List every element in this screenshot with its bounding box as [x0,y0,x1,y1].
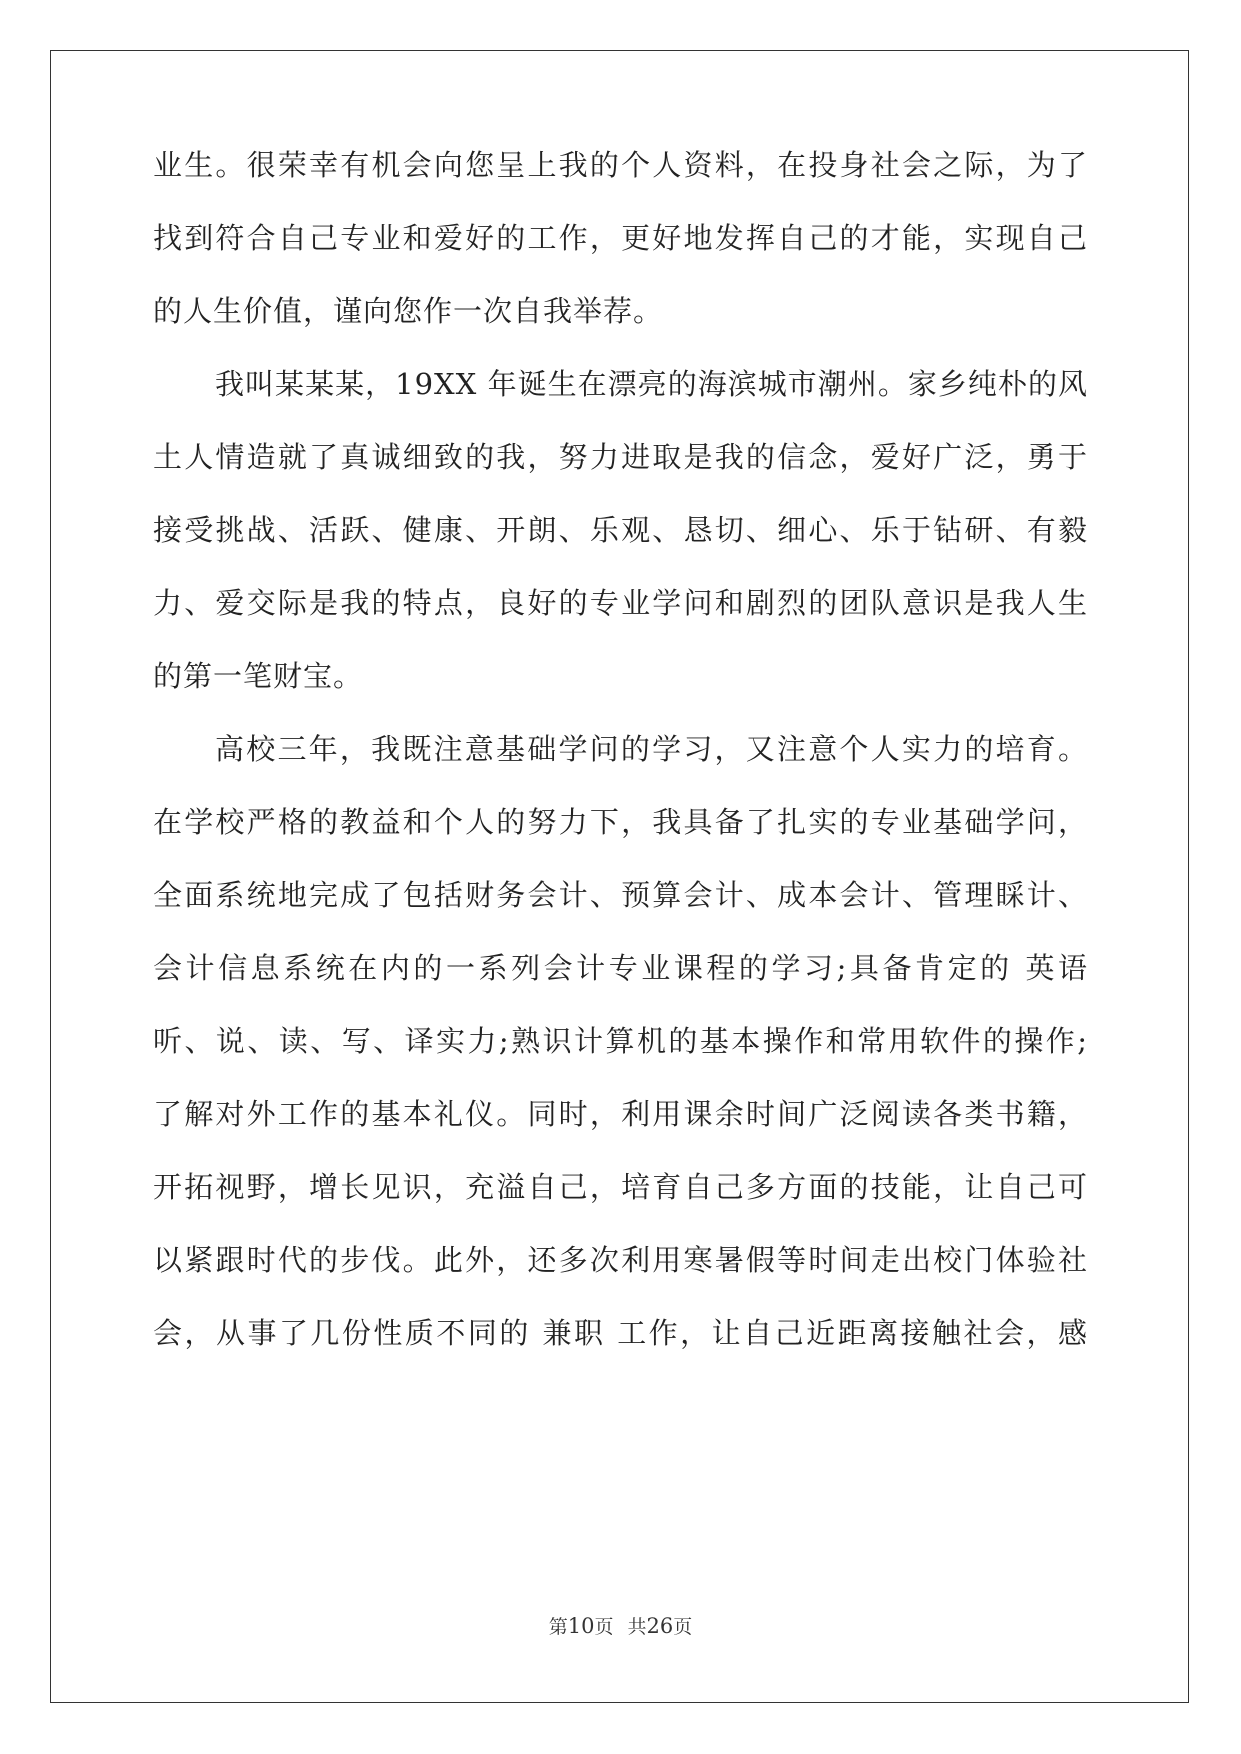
text-line: 力、爱交际是我的特点，良好的专业学问和剧烈的团队意识是我人生 [153,586,1088,620]
page-prefix: 第 [548,1616,568,1638]
text-line: 土人情造就了真诚细致的我，努力进取是我的信念，爱好广泛，勇于 [153,440,1088,474]
total-suffix: 页 [673,1616,693,1638]
page-footer [0,1612,1241,1639]
text-line: 听、说、读、写、译实力;熟识计算机的基本操作和常用软件的操作; [153,1024,1088,1058]
text-line: 的第一笔财宝。 [153,659,364,693]
text-line: 业生。很荣幸有机会向您呈上我的个人资料，在投身社会之际，为了 [153,148,1088,182]
page-label: 页 [594,1616,614,1638]
text-line: 高校三年，我既注意基础学问的学习，又注意个人实力的培育。 [215,732,1088,766]
text-line: 的人生价值，谨向您作一次自我举荐。 [153,294,664,328]
text-line: 我叫某某某，19XX 年诞生在漂亮的海滨城市潮州。家乡纯朴的风 [215,367,1088,401]
current-page-number: 10 [567,1614,595,1638]
text-line: 在学校严格的教益和个人的努力下，我具备了扎实的专业基础学问， [153,805,1088,839]
text-line: 找到符合自己专业和爱好的工作，更好地发挥自己的才能，实现自己 [153,221,1088,255]
text-line: 了解对外工作的基本礼仪。同时，利用课余时间广泛阅读各类书籍， [153,1097,1088,1131]
text-line: 开拓视野，增长见识，充溢自己，培育自己多方面的技能，让自己可 [153,1170,1088,1204]
text-line: 会计信息系统在内的一系列会计专业课程的学习;具备肯定的 英语 [153,951,1088,985]
total-prefix: 共 [627,1616,647,1638]
text-line: 全面系统地完成了包括财务会计、预算会计、成本会计、管理睬计、 [153,878,1088,912]
text-line: 以紧跟时代的步伐。此外，还多次利用寒暑假等时间走出校门体验社 [153,1243,1088,1277]
total-page-number: 26 [646,1614,674,1638]
text-line: 接受挑战、活跃、健康、开朗、乐观、恳切、细心、乐于钻研、有毅 [153,513,1088,547]
text-line: 会，从事了几份性质不同的 兼职 工作，让自己近距离接触社会，感 [153,1316,1088,1350]
